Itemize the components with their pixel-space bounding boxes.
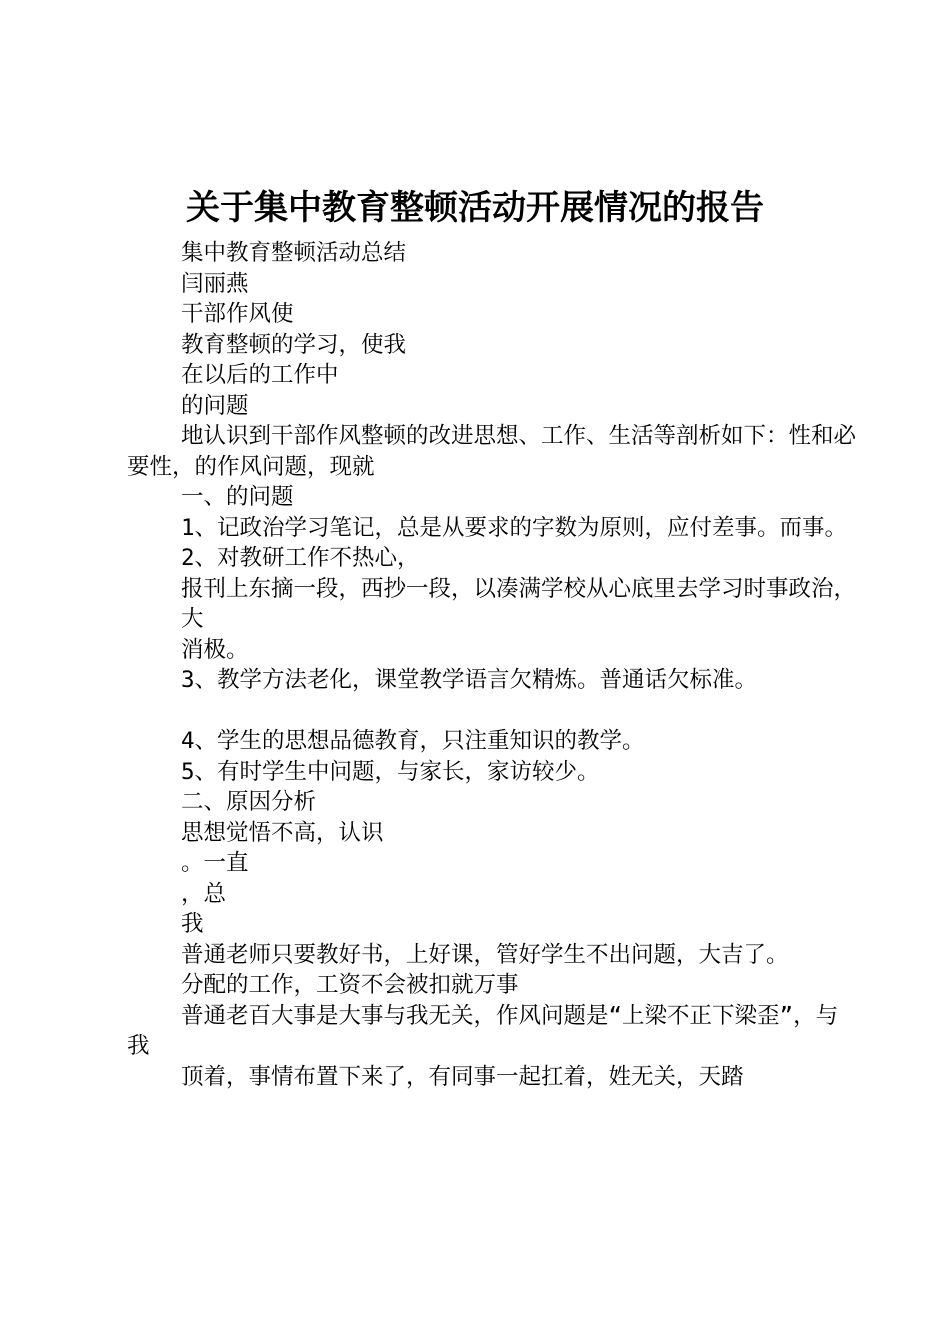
section-heading: 一、的问题 <box>181 484 294 510</box>
author-name: 闫丽燕 <box>181 270 249 297</box>
paragraph: 报刊上东摘一段，西抄一段，以凑满学校从心底里去学习时事政治， <box>181 575 857 602</box>
paragraph: 在以后的工作中 <box>181 362 339 388</box>
paragraph: 普通老百大事是大事与我无关，作风问题是“上梁不正下梁歪”，与我 <box>127 1002 839 1059</box>
list-item: 4、学生的思想品德教育，只注重知识的教学。 <box>181 728 645 754</box>
paragraph: ，总 <box>181 880 227 907</box>
list-item: 3、教学方法老化，课堂教学语言欠精炼。普通话欠标准。 <box>181 667 758 693</box>
paragraph: 顶着，事情布置下来了，有同事一起扛着，姓无关，天踏 <box>181 1063 744 1090</box>
section-heading: 二、原因分析 <box>181 789 317 815</box>
list-item: 5、有时学生中问题，与家长，家访较少。 <box>181 758 600 785</box>
paragraph: 干部作风使 <box>181 301 294 327</box>
paragraph: 地认识到干部作风整顿的改进思想、工作、生活等剖析如下：性和必要性，的作风问题，现就 <box>127 423 857 480</box>
document-title: 关于集中教育整顿活动开展情况的报告 <box>186 188 764 228</box>
list-item: 2、对教研工作不热心， <box>181 545 420 571</box>
document-body <box>127 238 857 1092</box>
paragraph: 我 <box>181 911 204 937</box>
paragraph: 教育整顿的学习，使我 <box>181 331 407 358</box>
paragraph: 思想觉悟不高，认识 <box>181 819 384 846</box>
list-item: 1、记政治学习笔记，总是从要求的字数为原则，应付差事。而事。 <box>181 514 848 541</box>
paragraph: 集中教育整顿活动总结 <box>181 240 407 266</box>
paragraph: 的问题 <box>181 392 249 419</box>
blank-line <box>127 696 857 727</box>
paragraph: 普通老师只要教好书，上好课，管好学生不出问题，大吉了。 <box>181 941 789 968</box>
paragraph: 大 <box>181 606 204 632</box>
paragraph: 。一直 <box>181 850 249 876</box>
paragraph: 分配的工作，工资不会被扣就万事 <box>181 972 519 998</box>
paragraph: 消极。 <box>181 636 249 663</box>
